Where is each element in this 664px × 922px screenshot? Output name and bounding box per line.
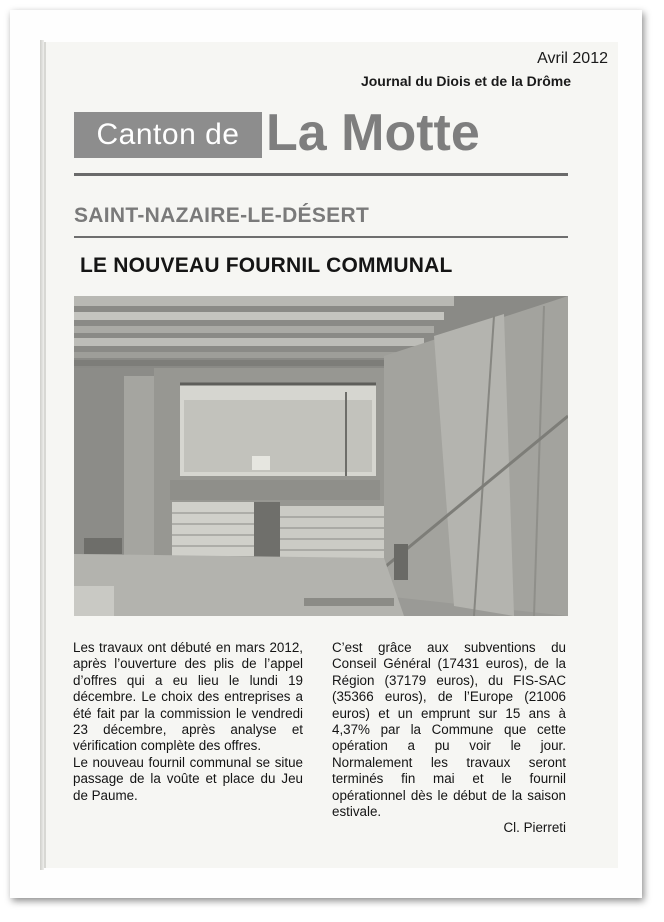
article-paragraph: Le nouveau fournil communal se situe passage de la voûte et place du Jeu de Paume. bbox=[73, 754, 303, 803]
article-headline: LE NOUVEAU FOURNIL COMMUNAL bbox=[80, 254, 453, 277]
village-name: SAINT-NAZAIRE-LE-DÉSERT bbox=[74, 204, 370, 227]
article-column-left bbox=[73, 640, 303, 804]
article-author: Cl. Pierreti bbox=[503, 820, 566, 836]
article-paragraph: C’est grâce aux subventions du Conseil Général (17431 euros), de la Région (37179 euros), du FIS-SAC (35366 euros), de l’Europe (21006 euros) et un emprunt sur 15 ans à 4,37% par la Commune que cette opération a pu voir le jour. Normalement les travaux seront terminés fin mai et le fournil opérationnel dès le début de la saison estivale. bbox=[332, 640, 566, 820]
town-title: La Motte bbox=[266, 104, 480, 162]
journal-name: Journal du Diois et de la Drôme bbox=[360, 73, 571, 89]
article-paragraph: Les travaux ont débuté en mars 2012, après l’ouverture des plis de l’appel d’offres qui a eu lieu le lundi 19 décembre. Le choix des entreprises a été fait par la commission le vendredi 23 décembre, après analyse et vérification complète des offres. bbox=[73, 640, 303, 754]
section-rule bbox=[74, 236, 568, 238]
canton-label: Canton de bbox=[74, 112, 262, 158]
article-photo bbox=[74, 296, 568, 616]
article-column-right bbox=[332, 640, 566, 837]
header-rule bbox=[74, 173, 568, 176]
issue-date: Avril 2012 bbox=[537, 50, 608, 67]
